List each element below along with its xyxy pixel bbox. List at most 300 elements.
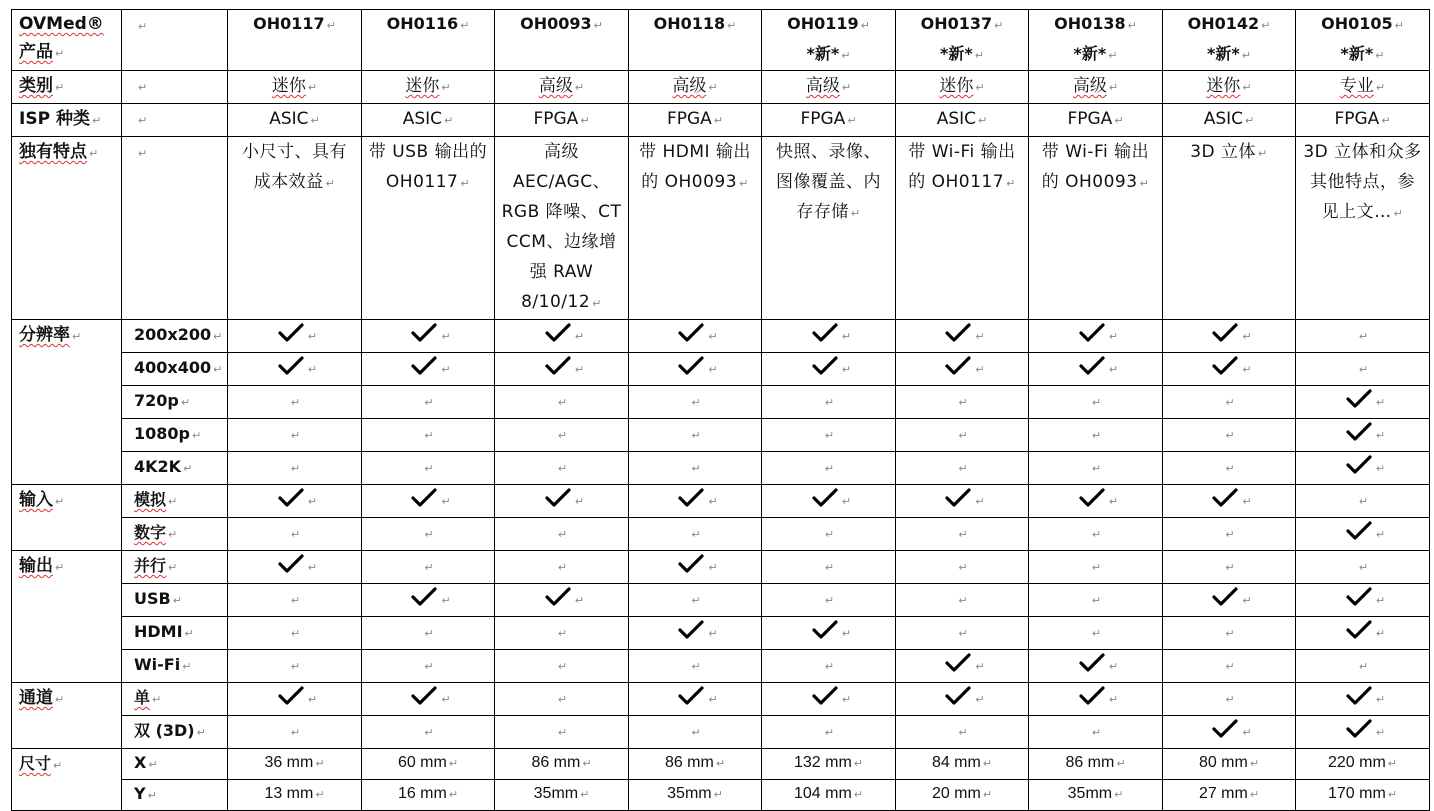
paragraph-mark-icon: ↵ bbox=[424, 561, 434, 574]
paragraph-mark-icon: ↵ bbox=[89, 147, 99, 160]
paragraph-mark-icon: ↵ bbox=[824, 726, 835, 739]
check-cell bbox=[1296, 683, 1430, 716]
check-cell bbox=[228, 617, 362, 650]
paragraph-mark-icon: ↵ bbox=[1225, 396, 1235, 409]
paragraph-mark-icon: ↵ bbox=[1108, 81, 1119, 94]
new-badge: *新* bbox=[1340, 44, 1374, 63]
paragraph-mark-icon: ↵ bbox=[557, 396, 568, 409]
checkmark-icon bbox=[1340, 387, 1374, 415]
feature-text: 小尺寸、具有成本效益 bbox=[242, 142, 347, 192]
paragraph-mark-icon: ↵ bbox=[191, 429, 202, 442]
paragraph-mark-icon: ↵ bbox=[424, 627, 434, 640]
paragraph-mark-icon: ↵ bbox=[448, 788, 459, 801]
size-value-cell bbox=[1029, 749, 1163, 780]
spec-row bbox=[12, 617, 1430, 650]
paragraph-mark-icon: ↵ bbox=[958, 594, 968, 607]
size-value-cell bbox=[362, 749, 495, 780]
check-cell bbox=[1029, 551, 1163, 584]
checkmark-icon bbox=[939, 321, 973, 349]
check-cell bbox=[495, 551, 629, 584]
spec-row bbox=[12, 419, 1430, 452]
paragraph-mark-icon: ↵ bbox=[1381, 114, 1391, 127]
check-cell bbox=[762, 716, 896, 749]
checkmark-icon bbox=[272, 354, 306, 382]
feature-cell bbox=[228, 137, 362, 320]
paragraph-mark-icon: ↵ bbox=[841, 693, 852, 706]
check-cell bbox=[1296, 386, 1430, 419]
group-label-cell bbox=[12, 683, 122, 749]
paragraph-mark-icon: ↵ bbox=[1375, 462, 1386, 475]
features-empty-cell bbox=[122, 137, 228, 320]
row-name-cell bbox=[122, 683, 228, 716]
paragraph-mark-icon: ↵ bbox=[1091, 627, 1102, 640]
row-name-cell bbox=[122, 419, 228, 452]
isp-row-empty-cell bbox=[122, 104, 228, 137]
product-header-cell bbox=[362, 10, 495, 71]
size-value: 86 mm bbox=[1065, 754, 1115, 771]
product-id: OH0118 bbox=[653, 14, 726, 33]
check-cell bbox=[228, 650, 362, 683]
check-cell bbox=[896, 716, 1029, 749]
paragraph-mark-icon: ↵ bbox=[574, 363, 585, 376]
category-row bbox=[12, 71, 1430, 104]
paragraph-mark-icon: ↵ bbox=[441, 363, 451, 376]
category-row-value-cell bbox=[1163, 71, 1296, 104]
paragraph-mark-icon: ↵ bbox=[860, 19, 870, 32]
check-cell bbox=[896, 386, 1029, 419]
paragraph-mark-icon: ↵ bbox=[1261, 19, 1271, 32]
size-value-cell bbox=[495, 749, 629, 780]
paragraph-mark-icon: ↵ bbox=[1108, 495, 1119, 508]
checkmark-icon bbox=[806, 486, 840, 514]
paragraph-mark-icon: ↵ bbox=[1242, 594, 1252, 607]
paragraph-mark-icon: ↵ bbox=[441, 495, 451, 508]
check-cell bbox=[1029, 683, 1163, 716]
paragraph-mark-icon: ↵ bbox=[1249, 788, 1260, 801]
check-cell bbox=[362, 716, 495, 749]
product-id: OH0093 bbox=[520, 14, 592, 33]
paragraph-mark-icon: ↵ bbox=[148, 758, 158, 771]
paragraph-mark-icon: ↵ bbox=[424, 660, 434, 673]
check-cell bbox=[762, 386, 896, 419]
group-label: 输入 bbox=[19, 490, 53, 510]
paragraph-mark-icon: ↵ bbox=[1108, 693, 1119, 706]
paragraph-mark-icon: ↵ bbox=[55, 81, 65, 94]
spec-row bbox=[12, 353, 1430, 386]
check-cell bbox=[1296, 419, 1430, 452]
paragraph-mark-icon: ↵ bbox=[290, 528, 301, 541]
spec-row bbox=[12, 518, 1430, 551]
paragraph-mark-icon: ↵ bbox=[994, 19, 1004, 32]
spec-row bbox=[12, 650, 1430, 683]
paragraph-mark-icon: ↵ bbox=[424, 396, 434, 409]
check-cell bbox=[1163, 584, 1296, 617]
paragraph-mark-icon: ↵ bbox=[307, 81, 318, 94]
feature-text: 带 Wi-Fi 输出的 OH0117 bbox=[908, 142, 1016, 192]
paragraph-mark-icon: ↵ bbox=[691, 462, 701, 475]
paragraph-mark-icon: ↵ bbox=[958, 462, 968, 475]
isp-row-value: ASIC bbox=[1203, 109, 1244, 129]
check-cell bbox=[495, 353, 629, 386]
check-cell bbox=[1163, 683, 1296, 716]
paragraph-mark-icon: ↵ bbox=[55, 47, 65, 60]
checkmark-icon bbox=[1073, 684, 1107, 712]
paragraph-mark-icon: ↵ bbox=[460, 177, 471, 190]
paragraph-mark-icon: ↵ bbox=[1225, 528, 1235, 541]
paragraph-mark-icon: ↵ bbox=[441, 594, 451, 607]
check-cell bbox=[362, 650, 495, 683]
paragraph-mark-icon: ↵ bbox=[824, 396, 835, 409]
check-cell bbox=[362, 386, 495, 419]
check-cell bbox=[1296, 518, 1430, 551]
checkmark-icon bbox=[806, 618, 840, 646]
paragraph-mark-icon: ↵ bbox=[1375, 693, 1386, 706]
paragraph-mark-icon: ↵ bbox=[557, 528, 568, 541]
feature-cell bbox=[1296, 137, 1430, 320]
size-value: 16 mm bbox=[397, 785, 447, 802]
paragraph-mark-icon: ↵ bbox=[824, 660, 835, 673]
check-cell bbox=[495, 617, 629, 650]
product-header-cell bbox=[1029, 10, 1163, 71]
paragraph-mark-icon: ↵ bbox=[982, 757, 993, 770]
category-row-value: 高级 bbox=[672, 76, 707, 96]
feature-cell bbox=[1163, 137, 1296, 320]
paragraph-mark-icon: ↵ bbox=[72, 330, 82, 343]
check-cell bbox=[896, 485, 1029, 518]
paragraph-mark-icon: ↵ bbox=[1358, 363, 1369, 376]
size-label: 尺寸 bbox=[19, 754, 52, 773]
check-cell bbox=[896, 551, 1029, 584]
feature-text: 快照、录像、图像覆盖、内存存储 bbox=[776, 142, 881, 222]
size-value: 170 mm bbox=[1327, 785, 1386, 802]
paragraph-mark-icon: ↵ bbox=[325, 177, 336, 190]
spec-row bbox=[12, 551, 1430, 584]
check-cell bbox=[629, 551, 762, 584]
row-name: 双 (3D) bbox=[134, 721, 195, 740]
paragraph-mark-icon: ↵ bbox=[53, 759, 63, 772]
feature-text: 高级 AEC/AGC、RGB 降噪、CT CCM、边缘增强 RAW 8/10/12 bbox=[501, 142, 622, 312]
paragraph-mark-icon: ↵ bbox=[315, 757, 325, 770]
paragraph-mark-icon: ↵ bbox=[1091, 561, 1102, 574]
paragraph-mark-icon: ↵ bbox=[708, 561, 718, 574]
paragraph-mark-icon: ↵ bbox=[978, 114, 988, 127]
paragraph-mark-icon: ↵ bbox=[1394, 19, 1404, 32]
paragraph-mark-icon: ↵ bbox=[168, 495, 178, 508]
paragraph-mark-icon: ↵ bbox=[557, 462, 568, 475]
size-value-cell bbox=[495, 780, 629, 811]
paragraph-mark-icon: ↵ bbox=[1091, 594, 1102, 607]
check-cell bbox=[1029, 584, 1163, 617]
category-row-label-cell bbox=[12, 71, 122, 104]
checkmark-icon bbox=[672, 486, 706, 514]
check-cell bbox=[1163, 518, 1296, 551]
check-cell bbox=[362, 419, 495, 452]
check-cell bbox=[762, 485, 896, 518]
spec-row bbox=[12, 320, 1430, 353]
paragraph-mark-icon: ↵ bbox=[1225, 462, 1235, 475]
paragraph-mark-icon: ↵ bbox=[824, 594, 835, 607]
isp-row-value: ASIC bbox=[269, 109, 309, 129]
paragraph-mark-icon: ↵ bbox=[1108, 330, 1119, 343]
check-cell bbox=[1296, 320, 1430, 353]
check-cell bbox=[762, 650, 896, 683]
row-name: 200x200 bbox=[134, 325, 212, 344]
paragraph-mark-icon: ↵ bbox=[448, 757, 459, 770]
paragraph-mark-icon: ↵ bbox=[691, 660, 701, 673]
checkmark-icon bbox=[272, 321, 306, 349]
paragraph-mark-icon: ↵ bbox=[708, 693, 718, 706]
paragraph-mark-icon: ↵ bbox=[441, 330, 451, 343]
checkmark-icon bbox=[272, 486, 306, 514]
row-name: Wi-Fi bbox=[134, 655, 181, 674]
paragraph-mark-icon: ↵ bbox=[1242, 363, 1252, 376]
row-name: 数字 bbox=[134, 523, 167, 542]
category-row-value: 专业 bbox=[1339, 76, 1374, 96]
paragraph-mark-icon: ↵ bbox=[1241, 49, 1251, 62]
feature-text: 3D 立体 bbox=[1190, 142, 1257, 162]
paragraph-mark-icon: ↵ bbox=[290, 462, 301, 475]
isp-row-value: FPGA bbox=[800, 109, 846, 129]
check-cell bbox=[1029, 452, 1163, 485]
header-empty-cell bbox=[122, 10, 228, 71]
size-value: 35mm bbox=[1067, 785, 1113, 802]
paragraph-mark-icon: ↵ bbox=[1225, 429, 1235, 442]
check-cell bbox=[228, 353, 362, 386]
paragraph-mark-icon: ↵ bbox=[1116, 757, 1126, 770]
feature-cell bbox=[1029, 137, 1163, 320]
paragraph-mark-icon: ↵ bbox=[557, 561, 568, 574]
size-value-cell bbox=[896, 749, 1029, 780]
checkmark-icon bbox=[1340, 519, 1374, 547]
paragraph-mark-icon: ↵ bbox=[691, 396, 701, 409]
group-label-cell bbox=[12, 485, 122, 551]
paragraph-mark-icon: ↵ bbox=[1091, 726, 1102, 739]
paragraph-mark-icon: ↵ bbox=[975, 81, 985, 94]
check-cell bbox=[362, 617, 495, 650]
paragraph-mark-icon: ↵ bbox=[1091, 528, 1102, 541]
checkmark-icon bbox=[672, 618, 706, 646]
paragraph-mark-icon: ↵ bbox=[557, 726, 568, 739]
check-cell bbox=[896, 518, 1029, 551]
paragraph-mark-icon: ↵ bbox=[1006, 177, 1016, 190]
group-label: 输出 bbox=[19, 556, 53, 576]
checkmark-icon bbox=[1073, 354, 1107, 382]
paragraph-mark-icon: ↵ bbox=[982, 788, 993, 801]
paragraph-mark-icon: ↵ bbox=[824, 528, 835, 541]
check-cell bbox=[228, 485, 362, 518]
paragraph-mark-icon: ↵ bbox=[593, 19, 603, 32]
paragraph-mark-icon: ↵ bbox=[55, 561, 65, 574]
spec-row bbox=[12, 683, 1430, 716]
check-cell bbox=[629, 419, 762, 452]
check-cell bbox=[629, 584, 762, 617]
row-name-cell bbox=[122, 518, 228, 551]
paragraph-mark-icon: ↵ bbox=[307, 495, 318, 508]
feature-cell bbox=[896, 137, 1029, 320]
isp-row-value-cell bbox=[362, 104, 495, 137]
row-name-cell bbox=[122, 716, 228, 749]
paragraph-mark-icon: ↵ bbox=[841, 627, 852, 640]
feature-cell bbox=[495, 137, 629, 320]
paragraph-mark-icon: ↵ bbox=[138, 20, 148, 33]
check-cell bbox=[362, 320, 495, 353]
paragraph-mark-icon: ↵ bbox=[1139, 177, 1150, 190]
check-cell bbox=[629, 716, 762, 749]
isp-row-value: FPGA bbox=[1067, 109, 1113, 129]
paragraph-mark-icon: ↵ bbox=[1225, 561, 1235, 574]
paragraph-mark-icon: ↵ bbox=[975, 660, 985, 673]
check-cell bbox=[495, 386, 629, 419]
check-cell bbox=[1163, 716, 1296, 749]
paragraph-mark-icon: ↵ bbox=[1108, 660, 1119, 673]
row-name-cell bbox=[122, 485, 228, 518]
category-row-value-cell bbox=[362, 71, 495, 104]
paragraph-mark-icon: ↵ bbox=[958, 561, 968, 574]
size-value-cell bbox=[228, 749, 362, 780]
paragraph-mark-icon: ↵ bbox=[592, 297, 602, 310]
category-row-value-cell bbox=[228, 71, 362, 104]
category-row-value-cell bbox=[495, 71, 629, 104]
paragraph-mark-icon: ↵ bbox=[213, 363, 223, 376]
checkmark-icon bbox=[806, 684, 840, 712]
paragraph-mark-icon: ↵ bbox=[290, 429, 301, 442]
check-cell bbox=[629, 518, 762, 551]
check-cell bbox=[362, 452, 495, 485]
size-axis-cell bbox=[122, 749, 228, 780]
paragraph-mark-icon: ↵ bbox=[424, 429, 434, 442]
paragraph-mark-icon: ↵ bbox=[1375, 429, 1386, 442]
paragraph-mark-icon: ↵ bbox=[1375, 49, 1385, 62]
checkmark-icon bbox=[1340, 618, 1374, 646]
isp-row-value-cell bbox=[495, 104, 629, 137]
spec-row bbox=[12, 386, 1430, 419]
paragraph-mark-icon: ↵ bbox=[1091, 462, 1102, 475]
isp-row-value: ASIC bbox=[402, 109, 443, 129]
paragraph-mark-icon: ↵ bbox=[580, 114, 590, 127]
group-label: 分辨率 bbox=[19, 325, 70, 345]
category-row-value-cell bbox=[1296, 71, 1430, 104]
size-value: 36 mm bbox=[264, 754, 314, 771]
check-cell bbox=[362, 683, 495, 716]
check-cell bbox=[762, 683, 896, 716]
paragraph-mark-icon: ↵ bbox=[1108, 363, 1119, 376]
paragraph-mark-icon: ↵ bbox=[958, 726, 968, 739]
size-value-cell bbox=[1296, 749, 1430, 780]
row-name-cell bbox=[122, 617, 228, 650]
paragraph-mark-icon: ↵ bbox=[290, 396, 301, 409]
paragraph-mark-icon: ↵ bbox=[315, 788, 325, 801]
paragraph-mark-icon: ↵ bbox=[180, 396, 191, 409]
row-name-cell bbox=[122, 584, 228, 617]
check-cell bbox=[1163, 617, 1296, 650]
check-cell bbox=[362, 551, 495, 584]
paragraph-mark-icon: ↵ bbox=[290, 726, 301, 739]
size-value: 84 mm bbox=[931, 754, 981, 771]
checkmark-icon bbox=[672, 552, 706, 580]
isp-row-value-cell bbox=[1296, 104, 1430, 137]
row-name-cell bbox=[122, 452, 228, 485]
paragraph-mark-icon: ↵ bbox=[847, 114, 857, 127]
paragraph-mark-icon: ↵ bbox=[182, 660, 192, 673]
paragraph-mark-icon: ↵ bbox=[307, 330, 318, 343]
category-row-value-cell bbox=[762, 71, 896, 104]
isp-row-value-cell bbox=[228, 104, 362, 137]
check-cell bbox=[629, 386, 762, 419]
paragraph-mark-icon: ↵ bbox=[138, 81, 148, 94]
check-cell bbox=[228, 683, 362, 716]
checkmark-icon bbox=[1206, 717, 1240, 745]
checkmark-icon bbox=[806, 321, 840, 349]
check-cell bbox=[1296, 716, 1430, 749]
checkmark-icon bbox=[1206, 585, 1240, 613]
size-value: 80 mm bbox=[1198, 754, 1248, 771]
paragraph-mark-icon: ↵ bbox=[1245, 114, 1255, 127]
paragraph-mark-icon: ↵ bbox=[850, 207, 861, 220]
checkmark-icon bbox=[1073, 321, 1107, 349]
paragraph-mark-icon: ↵ bbox=[557, 693, 568, 706]
checkmark-icon bbox=[1206, 486, 1240, 514]
paragraph-mark-icon: ↵ bbox=[841, 81, 852, 94]
product-header-cell bbox=[495, 10, 629, 71]
category-row-value: 迷你 bbox=[1206, 76, 1241, 96]
check-cell bbox=[1029, 485, 1163, 518]
check-cell bbox=[1296, 485, 1430, 518]
paragraph-mark-icon: ↵ bbox=[841, 495, 852, 508]
paragraph-mark-icon: ↵ bbox=[574, 495, 585, 508]
checkmark-icon bbox=[539, 354, 573, 382]
product-comparison-table bbox=[11, 9, 1430, 811]
check-cell bbox=[629, 683, 762, 716]
product-id: OH0117 bbox=[253, 14, 325, 33]
paragraph-mark-icon: ↵ bbox=[715, 757, 726, 770]
product-header-cell bbox=[1296, 10, 1430, 71]
check-cell bbox=[495, 485, 629, 518]
checkmark-icon bbox=[1073, 651, 1107, 679]
paragraph-mark-icon: ↵ bbox=[841, 363, 852, 376]
row-name: 并行 bbox=[134, 556, 167, 575]
isp-row-value: FPGA bbox=[666, 109, 712, 129]
paragraph-mark-icon: ↵ bbox=[213, 330, 223, 343]
check-cell bbox=[629, 452, 762, 485]
paragraph-mark-icon: ↵ bbox=[824, 561, 835, 574]
paragraph-mark-icon: ↵ bbox=[326, 19, 336, 32]
paragraph-mark-icon: ↵ bbox=[55, 693, 65, 706]
paragraph-mark-icon: ↵ bbox=[444, 114, 454, 127]
paragraph-mark-icon: ↵ bbox=[310, 114, 320, 127]
paragraph-mark-icon: ↵ bbox=[168, 561, 178, 574]
paragraph-mark-icon: ↵ bbox=[1249, 757, 1260, 770]
isp-row-value: ASIC bbox=[936, 109, 977, 129]
category-row-value: 迷你 bbox=[939, 76, 974, 96]
header-row bbox=[12, 10, 1430, 71]
paragraph-mark-icon: ↵ bbox=[1375, 594, 1386, 607]
size-value: 60 mm bbox=[397, 754, 447, 771]
check-cell bbox=[495, 716, 629, 749]
paragraph-mark-icon: ↵ bbox=[1242, 81, 1252, 94]
row-name-cell bbox=[122, 320, 228, 353]
check-cell bbox=[896, 584, 1029, 617]
check-cell bbox=[1029, 353, 1163, 386]
checkmark-icon bbox=[672, 684, 706, 712]
isp-row-label: ISP 种类 bbox=[19, 109, 90, 129]
check-cell bbox=[228, 518, 362, 551]
paragraph-mark-icon: ↵ bbox=[1225, 693, 1235, 706]
checkmark-icon bbox=[272, 552, 306, 580]
checkmark-icon bbox=[672, 321, 706, 349]
paragraph-mark-icon: ↵ bbox=[727, 19, 737, 32]
feature-cell bbox=[362, 137, 495, 320]
spec-row bbox=[12, 485, 1430, 518]
